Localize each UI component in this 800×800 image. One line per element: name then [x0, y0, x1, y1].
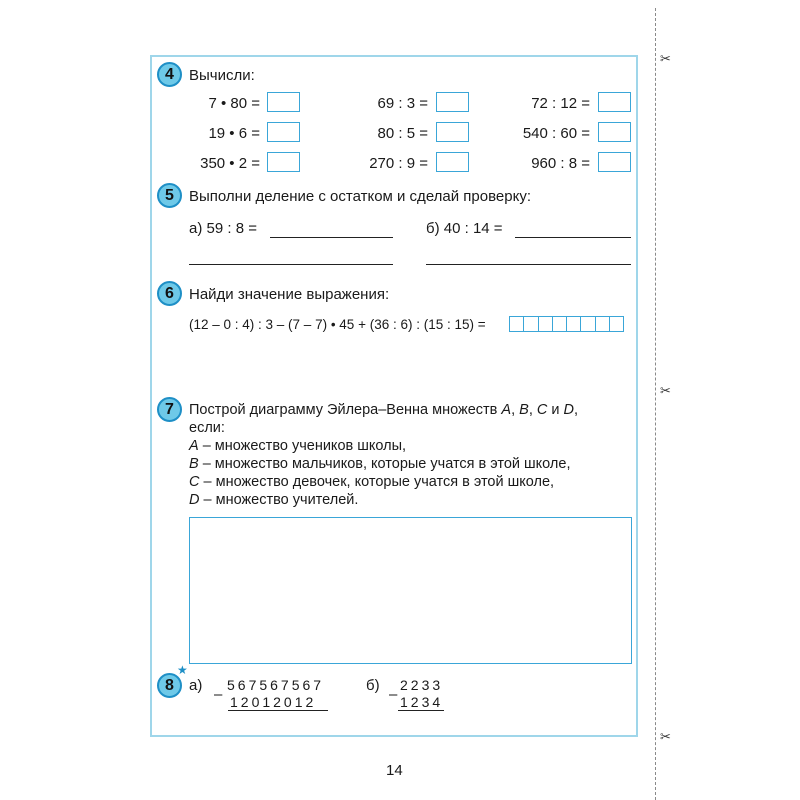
task-7-def-d: D – множество учителей. [189, 492, 359, 508]
task-8-a-label: а) [189, 677, 203, 694]
task-4-expr: 19 • 6 = [208, 125, 260, 142]
answer-box[interactable] [267, 152, 300, 172]
task-8-badge: 8 [157, 673, 182, 698]
answer-box[interactable] [598, 92, 631, 112]
task-8-a-subtrahend: 12012012 [230, 694, 317, 710]
scissors-icon: ✂ [660, 729, 671, 744]
task-6-badge: 6 [157, 281, 182, 306]
answer-box[interactable] [436, 152, 469, 172]
answer-line[interactable] [515, 237, 631, 238]
minus-sign: – [214, 686, 223, 703]
task-7-line2: если: [189, 420, 225, 436]
task-8-a-minuend: 567567567 [227, 677, 325, 693]
star-icon: ★ [177, 663, 188, 677]
task-8-b-label: б) [366, 677, 380, 694]
task-6-expression: (12 – 0 : 4) : 3 – (7 – 7) • 45 + (36 : 6) : (15 : 15) = [189, 317, 486, 332]
task-5-badge: 5 [157, 183, 182, 208]
task-4-expr: 7 • 80 = [208, 95, 260, 112]
task-8-b-minuend: 2233 [400, 677, 444, 693]
answer-box[interactable] [267, 122, 300, 142]
cut-line [655, 8, 656, 800]
answer-line[interactable] [426, 264, 631, 265]
answer-box[interactable] [267, 92, 300, 112]
answer-cells[interactable] [509, 316, 624, 332]
task-6-title: Найди значение выражения: [189, 286, 390, 303]
task-4-expr: 350 • 2 = [200, 155, 260, 172]
task-7-def-a: A – множество учеников школы, [189, 438, 407, 454]
scissors-icon: ✂ [660, 383, 671, 398]
task-4-expr: 80 : 5 = [377, 125, 428, 142]
task-5-b: б) 40 : 14 = [426, 220, 503, 237]
sum-line [398, 710, 444, 711]
task-4-expr: 270 : 9 = [369, 155, 428, 172]
answer-box[interactable] [598, 152, 631, 172]
task-7-line1: Построй диаграмму Эйлера–Венна множеств A, B, C и D, [189, 402, 579, 418]
answer-box[interactable] [436, 122, 469, 142]
venn-drawing-area[interactable] [189, 517, 632, 664]
task-4-expr: 72 : 12 = [531, 95, 590, 112]
task-4-expr: 960 : 8 = [531, 155, 590, 172]
answer-box[interactable] [598, 122, 631, 142]
task-8-b-subtrahend: 1234 [400, 694, 444, 710]
task-5-title: Выполни деление с остатком и сделай проверку: [189, 188, 531, 205]
task-7-badge: 7 [157, 397, 182, 422]
answer-line[interactable] [270, 237, 393, 238]
answer-line[interactable] [189, 264, 393, 265]
minus-sign: – [389, 686, 398, 703]
answer-box[interactable] [436, 92, 469, 112]
task-7-def-c: C – множество девочек, которые учатся в этой школе, [189, 474, 555, 490]
scissors-icon: ✂ [660, 51, 671, 66]
task-7-def-b: B – множество мальчиков, которые учатся в этой школе, [189, 456, 571, 472]
task-4-badge: 4 [157, 62, 182, 87]
task-5-a: а) 59 : 8 = [189, 220, 257, 237]
task-4-expr: 69 : 3 = [377, 95, 428, 112]
task-4-expr: 540 : 60 = [522, 125, 590, 142]
page-number: 14 [386, 762, 403, 779]
task-4-title: Вычисли: [189, 67, 255, 84]
sum-line [228, 710, 328, 711]
